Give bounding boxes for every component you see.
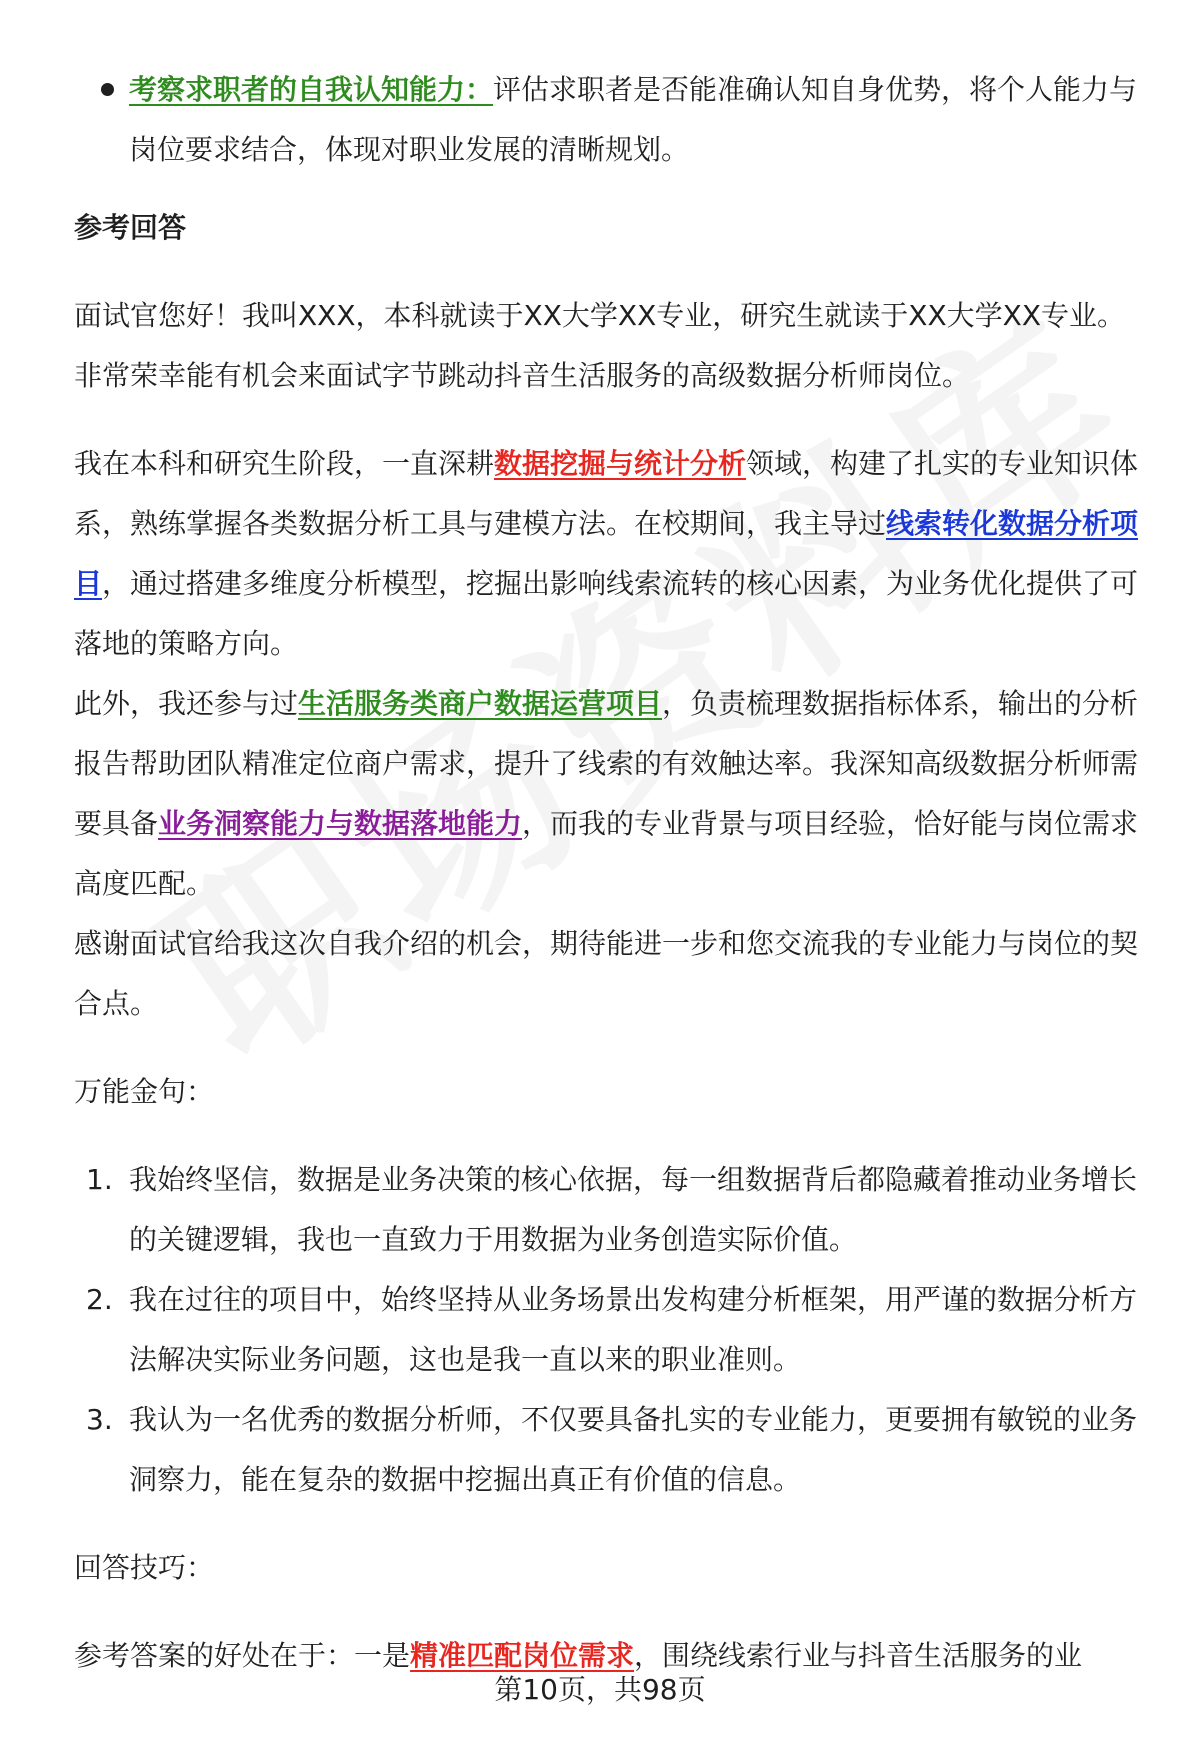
bullet-dot-icon [101,83,114,96]
list-item-text: 我始终坚信，数据是业务决策的核心依据，每一组数据背后都隐藏着推动业务增长的关键逻辑，我也一直致力于用数据为业务创造实际价值。 [129,1163,1138,1256]
project-text-1: 此外，我还参与过 [74,687,299,720]
experience-paragraph [74,434,1149,674]
highlight-business-insight: 业务洞察能力与数据落地能力 [158,807,523,840]
list-item [74,1270,1149,1390]
list-number: 1. [86,1163,113,1196]
project-text-3: ，而我的专业背景与项目经验，恰好能与岗位需求高度匹配。 [74,807,1139,900]
tips-title: 回答技巧： [74,1551,215,1584]
bullet-text: 评估求职者是否能准确认知自身优势，将个人能力与岗位要求结合，体现对职业发展的清晰规划。 [129,73,1138,166]
highlight-data-mining: 数据挖掘与统计分析 [494,447,747,480]
highlight-job-match: 精准匹配岗位需求 [410,1639,635,1672]
list-item-text: 我在过往的项目中，始终坚持从业务场景出发构建分析框架，用严谨的数据分析方法解决实际业务问题，这也是我一直以来的职业准则。 [129,1283,1138,1376]
intro-paragraph: 面试官您好！我叫XXX，本科就读于XX大学XX专业，研究生就读于XX大学XX专业。非常荣幸能有机会来面试字节跳动抖音生活服务的高级数据分析师岗位。 [74,299,1126,392]
highlight-merchant-project: 生活服务类商户数据运营项目 [298,687,663,720]
experience-text-1: 我在本科和研究生阶段，一直深耕 [74,447,495,480]
list-number: 2. [86,1283,113,1316]
project-paragraph [74,674,1149,914]
page-number: 第10页，共98页 [494,1673,706,1706]
highlight-lead-conversion-project: 线索转化数据分析项目 [74,507,1139,600]
bullet-highlight: 考察求职者的自我认知能力： [129,73,494,106]
experience-text-2: 领域，构建了扎实的专业知识体系，熟练掌握各类数据分析工具与建模方法。在校期间，我主导过 [74,447,1139,540]
tips-text-2: ，围绕线索行业与抖音生活服务的业 [634,1639,1083,1672]
document-content [74,60,1149,1686]
tips-text-1: 参考答案的好处在于：一是 [74,1639,411,1672]
golden-sentences-title: 万能金句： [74,1075,215,1108]
bullet-item-self-awareness [74,60,1149,180]
golden-sentences-list [74,1150,1149,1510]
list-number: 3. [86,1403,113,1436]
list-item [74,1390,1149,1510]
closing-paragraph: 感谢面试官给我这次自我介绍的机会，期待能进一步和您交流我的专业能力与岗位的契合点。 [74,927,1139,1020]
list-item-text: 我认为一名优秀的数据分析师，不仅要具备扎实的专业能力，更要拥有敏锐的业务洞察力，能在复杂的数据中挖掘出真正有价值的信息。 [129,1403,1138,1496]
project-text-2: ，负责梳理数据指标体系，输出的分析报告帮助团队精准定位商户需求，提升了线索的有效触达率。我深知高级数据分析师需要具备 [74,687,1139,840]
reference-answer-title: 参考回答 [74,211,187,244]
experience-text-3: ，通过搭建多维度分析模型，挖掘出影响线索流转的核心因素，为业务优化提供了可落地的策略方向。 [74,567,1139,660]
list-item [74,1150,1149,1270]
